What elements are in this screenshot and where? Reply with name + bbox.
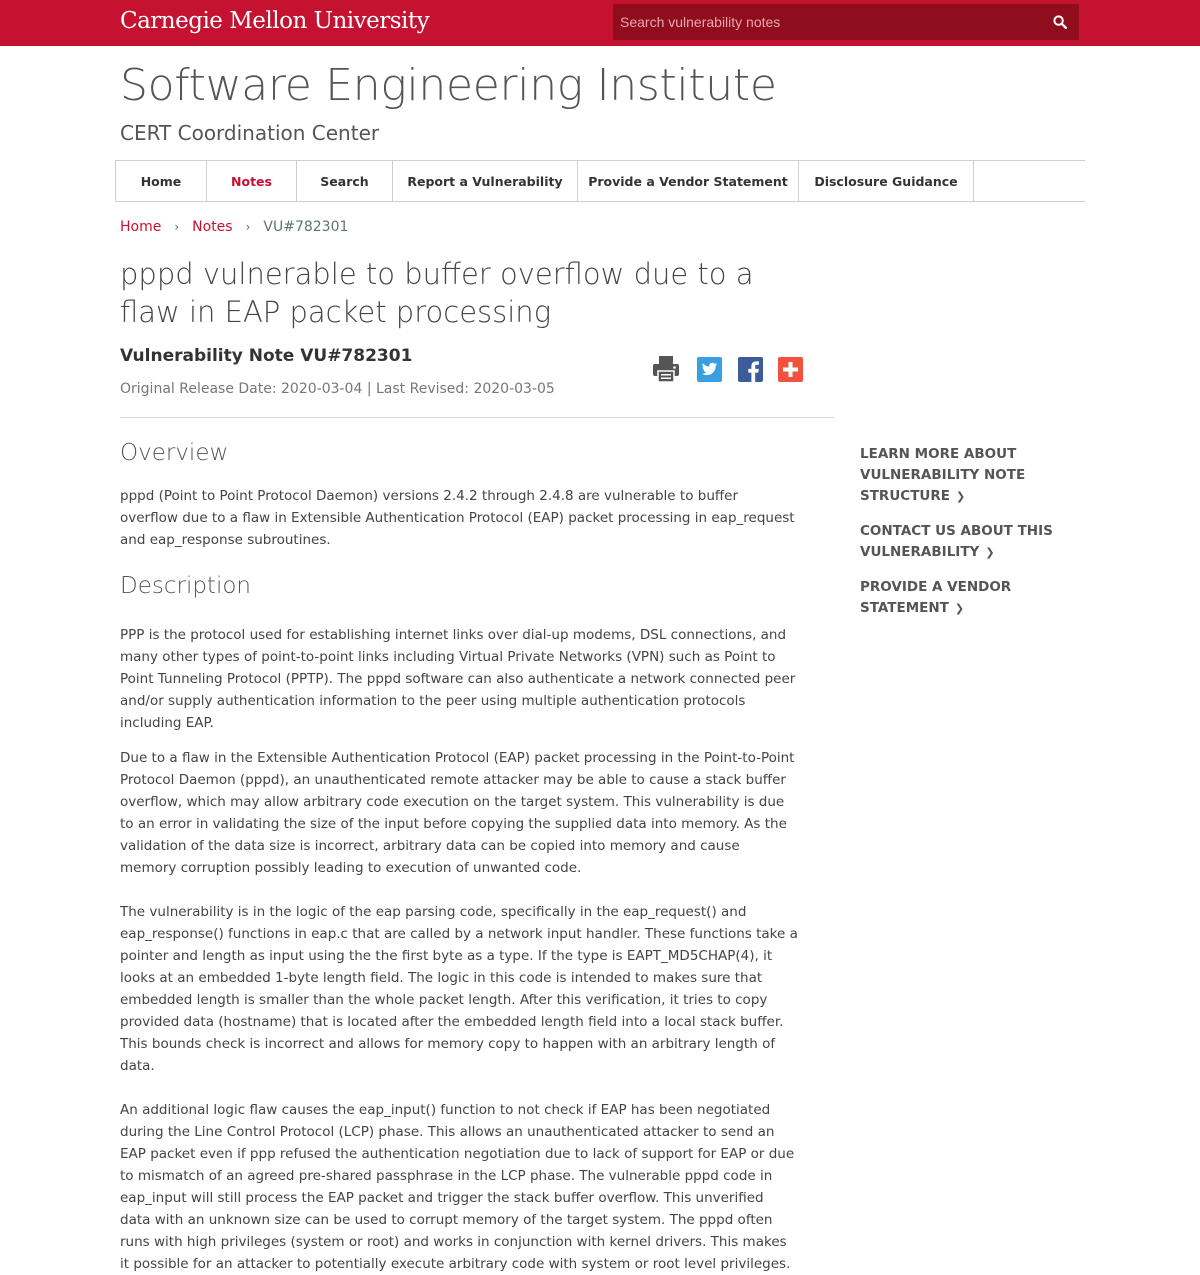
nav-item-vendor-statement[interactable]: Provide a Vendor Statement — [577, 161, 798, 201]
sidebar-link-label: PROVIDE A VENDOR STATEMENT — [860, 579, 1012, 616]
breadcrumb-current: VU#782301 — [263, 219, 349, 235]
sidebar-link-label: CONTACT US ABOUT THIS VULNERABILITY — [860, 523, 1053, 560]
main-nav — [115, 160, 1085, 202]
sidebar-link-vendor-statement[interactable] — [860, 577, 1060, 619]
search-icon — [1053, 15, 1067, 29]
description-paragraph: PPP is the protocol used for establishing internet links over dial-up modems, DSL connections, and many other types of point-to-point links including Virtual Private Networks (VPN) such as Point to Point Tunneling Protocol (PPTP). The pppd software can also authenticate a network connected peer and/or supply authentication information to the peer using multiple authentication protocols including EAP. — [120, 627, 796, 731]
breadcrumb-notes[interactable]: Notes — [192, 219, 233, 235]
note-id-heading: Vulnerability Note VU#782301 — [120, 346, 413, 366]
overview-heading: Overview — [120, 440, 229, 466]
description-paragraph: An additional logic flaw causes the eap_input() function to not check if EAP has been negotiated during the Line Control Protocol (LCP) phase. This allows an unauthenticated attacker to send an EAP packet even if ppp refused the authentication negotiation due to lack of support for EAP or due to mismatch of an agreed pre-shared passphrase in the LCP phase. The vulnerable pppd code in eap_input will still process the EAP packet and trigger the stack buffer overflow. This unverified data with an unknown size can be used to corrupt memory of the target system. The pppd often runs with high privileges (system or root) and works in conjunction with kernel drivers. This makes it possible for an attacker to potentially execute arbitrary code with system or root level privileges. — [120, 1102, 795, 1272]
nav-item-search[interactable]: Search — [296, 161, 392, 201]
breadcrumb — [120, 219, 348, 235]
addthis-plus-icon[interactable] — [778, 357, 803, 382]
search-input[interactable] — [613, 4, 1040, 40]
nav-item-home[interactable]: Home — [115, 161, 206, 201]
nav-item-report-vulnerability[interactable]: Report a Vulnerability — [392, 161, 577, 201]
sidebar-link-label: LEARN MORE ABOUT VULNERABILITY NOTE STRUCTURE — [860, 446, 1026, 504]
search-button[interactable] — [1041, 4, 1079, 40]
main-content — [120, 438, 798, 1275]
facebook-icon[interactable] — [738, 357, 763, 382]
search-box — [613, 4, 1079, 40]
chevron-right-icon: ❯ — [954, 602, 965, 615]
sidebar-link-contact-us[interactable] — [860, 521, 1060, 563]
chevron-right-icon: › — [245, 220, 251, 234]
description-paragraph: The vulnerability is in the logic of the eap parsing code, specifically in the eap_request() and eap_response() functions in eap.c that are called by a network input handler. These functions take a pointer and length as input using the the first byte as a type. If the type is EAPT_MD5CHAP(4), it looks at an embedded 1-byte length field. The logic in this code is intended to makes sure that embedded length is smaller than the whole packet length. After this verification, it tries to copy provided data (hostname) that is located after the embedded length field into a local stack buffer. This bounds check is incorrect and allows for memory copy to happen with an arbitrary length of data. — [120, 904, 798, 1074]
release-dates: Original Release Date: 2020-03-04 | Last Revised: 2020-03-05 — [120, 381, 555, 397]
top-bar — [0, 0, 1200, 46]
description-heading: Description — [120, 573, 251, 599]
cmu-logo[interactable]: Carnegie Mellon University — [120, 8, 430, 34]
page-title: pppd vulnerable to buffer overflow due to a flaw in EAP packet processing — [120, 257, 754, 329]
chevron-right-icon: ❯ — [985, 546, 995, 559]
sidebar — [860, 444, 1060, 633]
description-paragraph: Due to a flaw in the Extensible Authentication Protocol (EAP) packet processing in the Point-to-Point Protocol Daemon (pppd), an unauthenticated remote attacker may be able to cause a stack buffer overflow, which may allow arbitrary code execution on the target system. This vulnerability is due to an error in validating the size of the input before copying the supplied data into memory. As the validation of the data size is incorrect, arbitrary data can be copied into memory and cause memory corruption possibly leading to execution of unwanted code. — [120, 750, 795, 876]
sidebar-link-learn-more[interactable] — [860, 444, 1060, 507]
breadcrumb-home[interactable]: Home — [120, 219, 162, 235]
site-title[interactable]: Software Engineering Institute — [120, 60, 777, 111]
overview-text: pppd (Point to Point Protocol Daemon) versions 2.4.2 through 2.4.8 are vulnerable to buffer overflow due to a flaw in Extensible Authentication Protocol (EAP) packet processing in eap_request and eap_response subroutines. — [120, 488, 795, 548]
chevron-right-icon: › — [174, 220, 180, 234]
print-icon[interactable] — [652, 355, 680, 383]
chevron-right-icon: ❯ — [956, 490, 966, 503]
site-subtitle: CERT Coordination Center — [120, 121, 380, 145]
divider — [120, 417, 834, 418]
twitter-icon[interactable] — [697, 357, 722, 382]
nav-item-disclosure-guidance[interactable]: Disclosure Guidance — [798, 161, 974, 201]
nav-item-notes[interactable]: Notes — [206, 161, 296, 201]
